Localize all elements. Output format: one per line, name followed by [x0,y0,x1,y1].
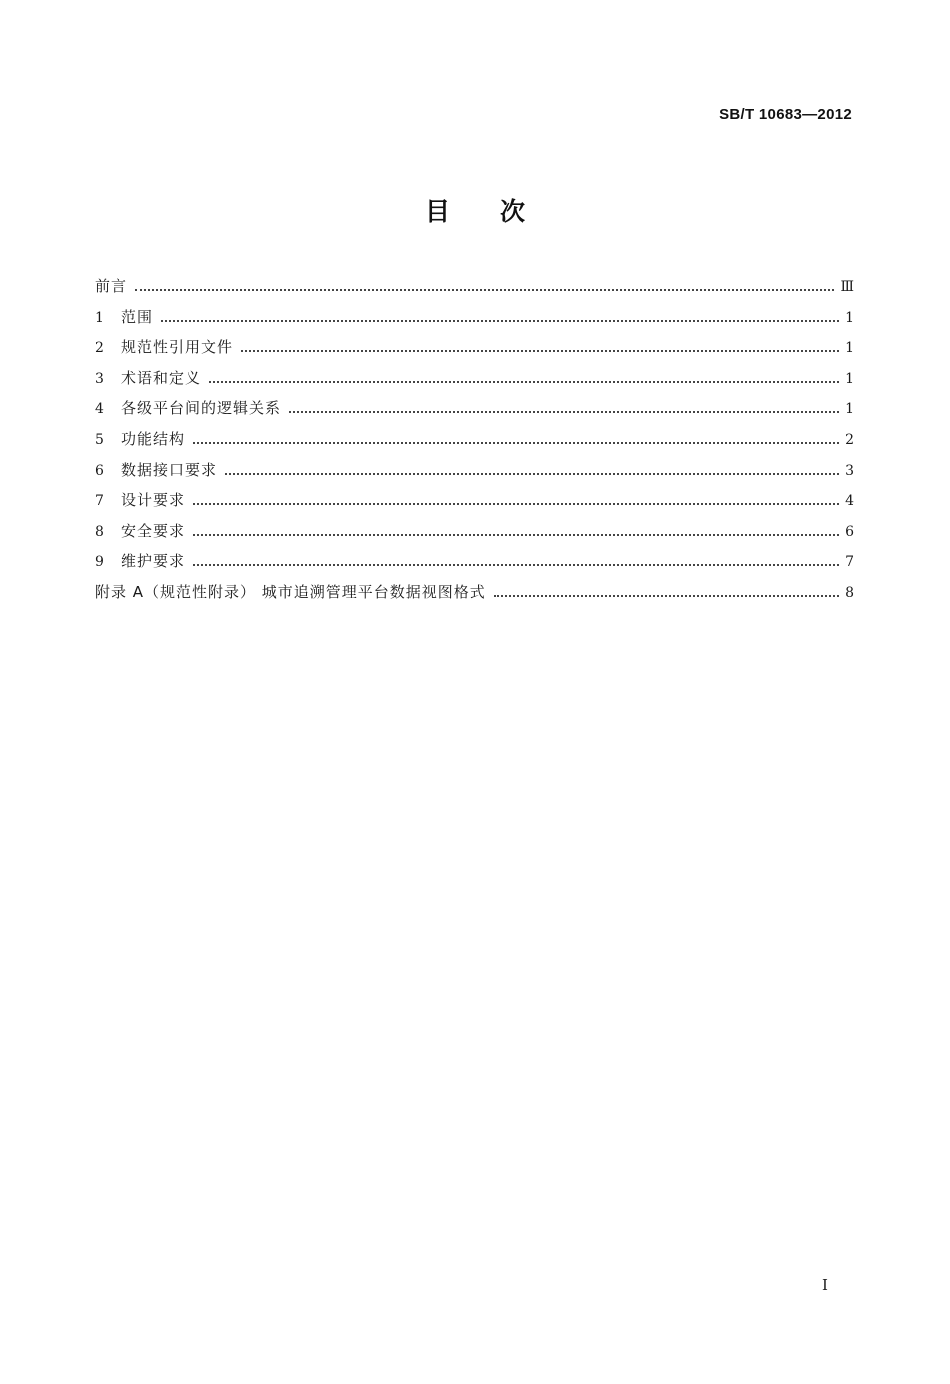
page-title [0,192,950,228]
toc-entry-6[interactable] [95,460,854,491]
toc-entry-appendix-a[interactable] [95,582,854,613]
toc-entry-title: 安全要求 [121,521,186,540]
toc-entry-title: 前言 [95,277,128,295]
toc-entry-2[interactable] [95,337,854,368]
toc-entry-title: 各级平台间的逻辑关系 [121,399,282,418]
toc-entry-9[interactable] [95,551,854,582]
toc-leader-dots [193,442,839,444]
toc-leader-dots [193,564,839,566]
page-number: I [822,1276,828,1294]
toc-leader-dots [225,473,839,475]
toc-entry-page: 1 [845,401,854,418]
toc-entry-title: 维护要求 [121,552,186,571]
toc-leader-dots [241,350,839,352]
page-title-char-1: 目 [424,197,450,226]
toc-entry-number: 5 [95,431,104,448]
toc-entry-number: 9 [95,554,104,571]
toc-entry-page: 8 [845,584,854,601]
toc-leader-dots [209,381,839,383]
toc-entry-page: 1 [845,370,854,387]
toc-entry-title: 术语和定义 [121,368,202,387]
toc-entry-number: 3 [95,370,104,387]
toc-entry-page: 7 [845,554,854,571]
toc-entry-foreword[interactable] [95,276,854,307]
toc-leader-dots [161,320,839,322]
toc-entry-page: 6 [845,523,854,540]
toc-entry-page: Ⅲ [840,279,854,295]
toc-entry-page: 3 [845,462,854,479]
toc-entry-5[interactable] [95,429,854,460]
toc-leader-dots [135,289,834,291]
toc-entry-page: 4 [845,493,854,510]
toc-entry-page: 2 [845,431,854,448]
toc-entry-number: 7 [95,493,104,510]
toc-entry-title: 设计要求 [121,491,186,510]
toc-entry-number: 6 [95,462,104,479]
toc-entry-3[interactable] [95,368,854,399]
toc-entry-title: 规范性引用文件 [121,338,234,357]
toc-entry-number: 4 [95,401,104,418]
toc-entry-1[interactable] [95,307,854,338]
toc-entry-4[interactable] [95,398,854,429]
toc-entry-7[interactable] [95,490,854,521]
toc-leader-dots [193,534,839,536]
toc-entry-page: 1 [845,309,854,326]
toc-entry-8[interactable] [95,521,854,552]
toc-leader-dots [494,595,839,597]
table-of-contents [95,276,854,613]
toc-entry-title: 数据接口要求 [121,460,218,479]
toc-entry-page: 1 [845,340,854,357]
toc-entry-number: 2 [95,340,104,357]
toc-leader-dots [193,503,839,505]
toc-entry-title: 范围 [121,307,154,326]
toc-leader-dots [289,411,839,413]
toc-entry-title: 功能结构 [121,429,186,448]
standard-code: SB/T 10683—2012 [719,106,852,123]
page-title-char-2: 次 [500,197,526,226]
toc-entry-number: 1 [95,309,104,326]
toc-entry-number: 8 [95,523,104,540]
toc-entry-title: 附录 A（规范性附录） 城市追溯管理平台数据视图格式 [95,582,486,601]
